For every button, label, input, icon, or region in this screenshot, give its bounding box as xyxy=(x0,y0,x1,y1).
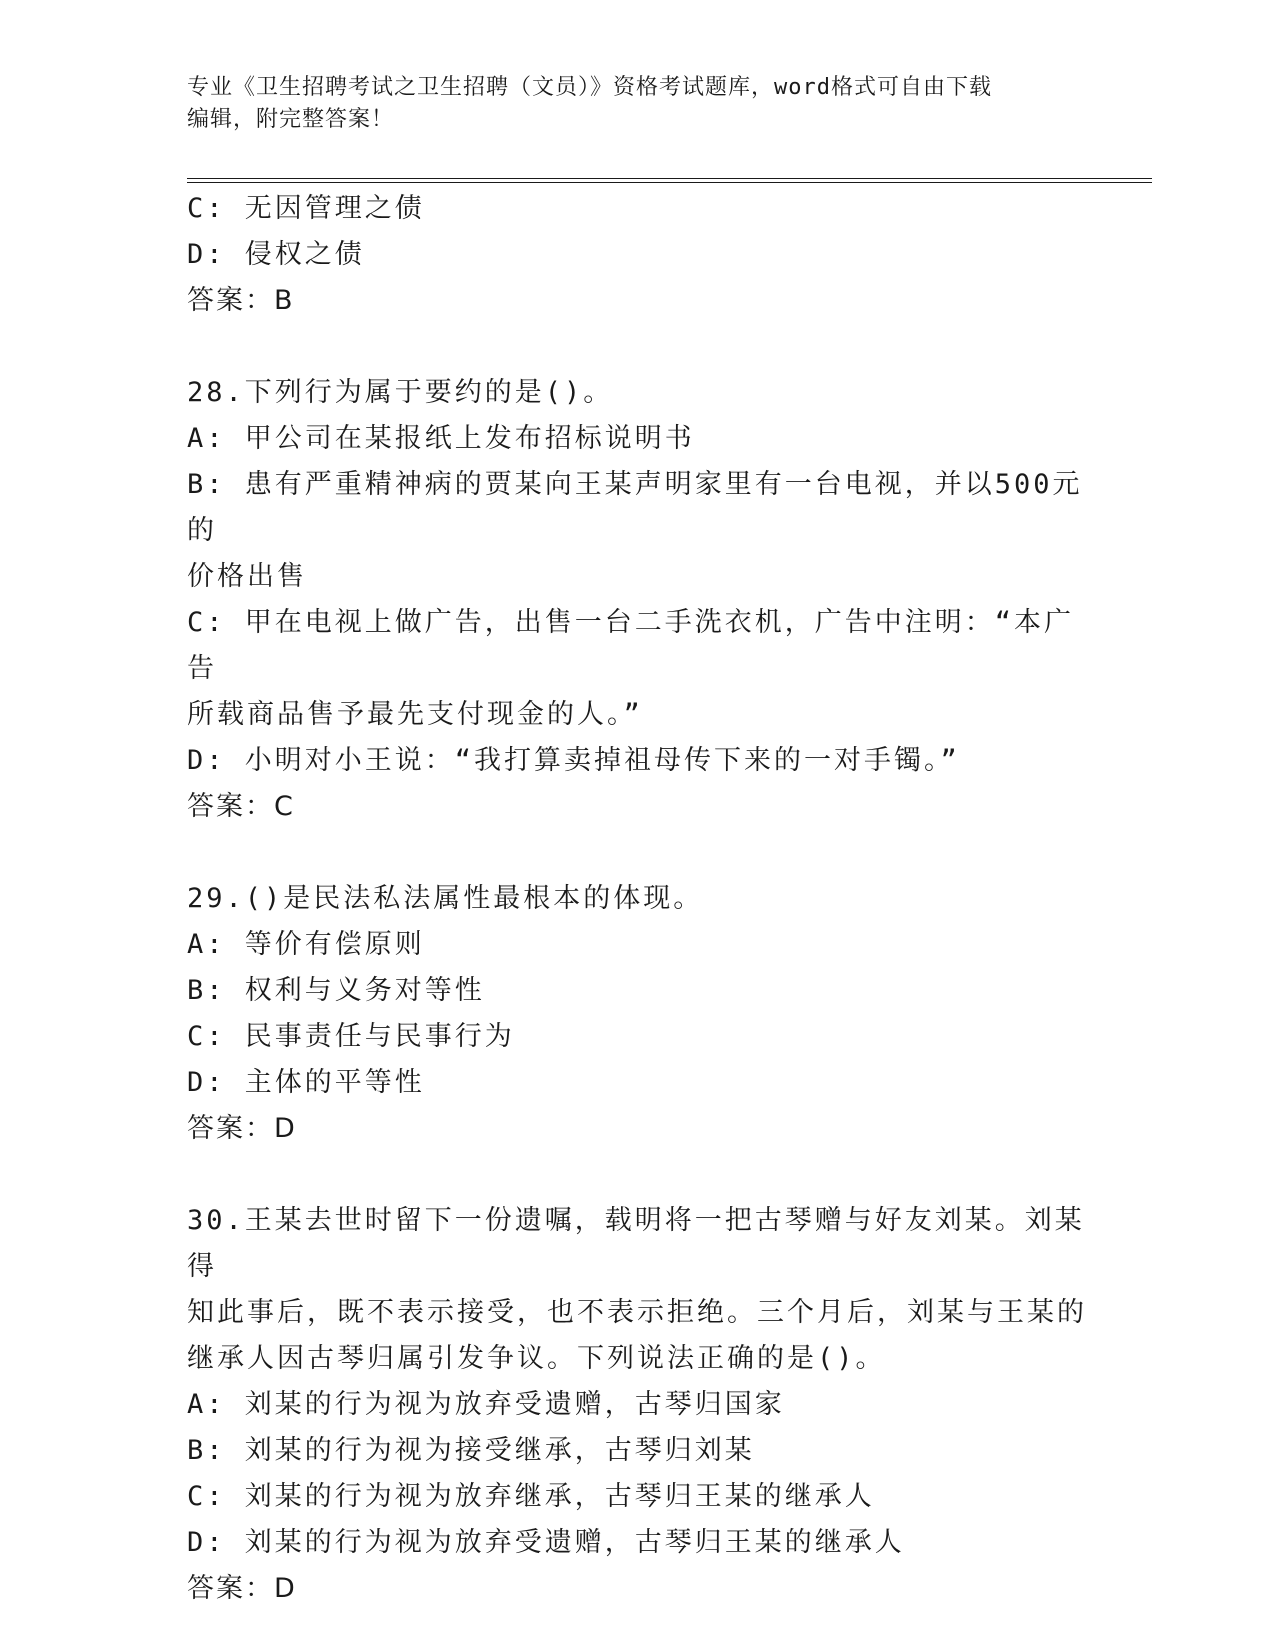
option-d: D: 主体的平等性 xyxy=(187,1067,425,1098)
question-content xyxy=(187,186,1087,1612)
option-b-continued: 价格出售 xyxy=(187,561,307,592)
question-stem-continued: 知此事后，既不表示接受，也不表示拒绝。三个月后，刘某与王某的 xyxy=(187,1297,1087,1328)
answer-label: 答案：D xyxy=(187,1573,297,1604)
answer-label: 答案：D xyxy=(187,1113,297,1144)
option-d: D: 侵权之债 xyxy=(187,239,365,270)
option-a: A: 刘某的行为视为放弃受遗赠，古琴归国家 xyxy=(187,1389,785,1420)
option-c: C: 民事责任与民事行为 xyxy=(187,1021,515,1052)
question-28 xyxy=(187,370,1087,830)
question-stem: 28.下列行为属于要约的是()。 xyxy=(187,377,614,408)
question-29 xyxy=(187,876,1087,1152)
question-stem: 30.王某去世时留下一份遗嘱，载明将一把古琴赠与好友刘某。刘某得 xyxy=(187,1205,1085,1282)
option-c-continued: 所载商品售予最先支付现金的人。” xyxy=(187,699,643,730)
option-b: B: 刘某的行为视为接受继承，古琴归刘某 xyxy=(187,1435,755,1466)
question-stem: 29.()是民法私法属性最根本的体现。 xyxy=(187,883,704,914)
option-c: C: 无因管理之债 xyxy=(187,193,425,224)
question-stem-continued: 继承人因古琴归属引发争议。下列说法正确的是()。 xyxy=(187,1343,886,1374)
spacer xyxy=(187,1152,1087,1198)
option-b: B: 权利与义务对等性 xyxy=(187,975,485,1006)
option-c: C: 刘某的行为视为放弃继承，古琴归王某的继承人 xyxy=(187,1481,875,1512)
header-rule-top xyxy=(187,178,1152,179)
option-a: A: 等价有偿原则 xyxy=(187,929,425,960)
continued-question xyxy=(187,186,1087,324)
spacer xyxy=(187,324,1087,370)
option-c: C: 甲在电视上做广告，出售一台二手洗衣机，广告中注明：“本广告 xyxy=(187,607,1075,684)
spacer xyxy=(187,830,1087,876)
answer-label: 答案：B xyxy=(187,285,295,316)
header-line-1: 专业《卫生招聘考试之卫生招聘（文员）》资格考试题库，word格式可自由下载 xyxy=(187,75,992,100)
header-rule-bottom xyxy=(187,182,1152,183)
option-a: A: 甲公司在某报纸上发布招标说明书 xyxy=(187,423,695,454)
answer-label: 答案：C xyxy=(187,791,295,822)
header-line-2: 编辑，附完整答案！ xyxy=(187,107,395,132)
document-header xyxy=(187,72,1087,136)
option-b: B: 患有严重精神病的贾某向王某声明家里有一台电视，并以500元的 xyxy=(187,469,1083,546)
option-d: D: 小明对小王说：“我打算卖掉祖母传下来的一对手镯。” xyxy=(187,745,960,776)
option-d: D: 刘某的行为视为放弃受遗赠，古琴归王某的继承人 xyxy=(187,1527,905,1558)
question-30 xyxy=(187,1198,1087,1612)
